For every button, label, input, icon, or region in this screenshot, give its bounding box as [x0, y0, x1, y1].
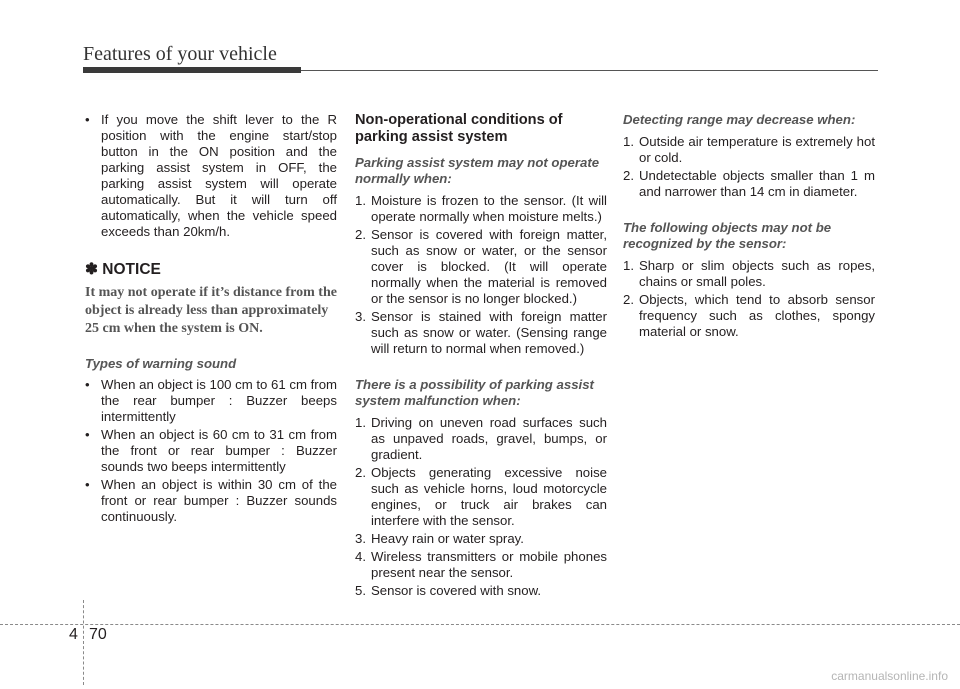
- column-2: [355, 112, 607, 599]
- item-number: 2.: [623, 168, 634, 183]
- numbered-item: [355, 583, 607, 599]
- malfunction-heading: There is a possibility of parking assist system malfunction when:: [355, 377, 594, 408]
- warning-bullet: [85, 477, 337, 525]
- watermark-text: carmanualsonline.info: [831, 669, 948, 683]
- numbered-item-text: Heavy rain or water spray.: [371, 531, 524, 546]
- numbered-item-text: Objects, which tend to absorb sensor frequency such as clothes, spongy material or snow.: [639, 292, 875, 339]
- notice-title: ✽ NOTICE: [85, 261, 161, 278]
- numbered-item: [623, 168, 875, 200]
- bullet-marker: •: [85, 427, 90, 442]
- item-number: 1.: [355, 415, 366, 430]
- item-number: 1.: [355, 193, 366, 208]
- numbered-item: [623, 292, 875, 340]
- bullet-marker: •: [85, 377, 90, 392]
- item-number: 3.: [355, 309, 366, 324]
- page-header-title: Features of your vehicle: [83, 43, 277, 65]
- item-number: 2.: [355, 227, 366, 242]
- item-number: 2.: [355, 465, 366, 480]
- numbered-item-text: Sensor is stained with foreign matter such as snow or water. (Sensing range will return to normal when removed.): [371, 309, 607, 356]
- item-number: 1.: [623, 258, 634, 273]
- numbered-item: [355, 549, 607, 581]
- intro-bullet-text: If you move the shift lever to the R position with the engine start/stop button in the ON position and the parking assist system in OFF, the parking assist system will operate automatically. But it will turn off automatically, when the vehicle speed exceeds than 20km/h.: [101, 112, 337, 239]
- numbered-item-text: Driving on uneven road surfaces such as unpaved roads, gravel, bumps, or gradient.: [371, 415, 607, 462]
- header-rule: [301, 70, 878, 71]
- item-number: 2.: [623, 292, 634, 307]
- numbered-item-text: Undetectable objects smaller than 1 m and narrower than 14 cm in diameter.: [639, 168, 875, 199]
- intro-bullet: [85, 112, 337, 240]
- chapter-number: 4: [69, 626, 78, 643]
- item-number: 5.: [355, 583, 366, 598]
- notice-text: It may not operate if it’s distance from the object is already less than approximately 25 cm when the system is ON.: [85, 285, 337, 336]
- bullet-marker: •: [85, 477, 90, 492]
- column-1: [85, 112, 337, 525]
- numbered-item-text: Wireless transmitters or mobile phones present near the sensor.: [371, 549, 607, 580]
- section-heading: Non-operational conditions of parking assist system: [355, 112, 563, 145]
- objects-heading: The following objects may not be recognized by the sensor:: [623, 220, 832, 251]
- numbered-item-text: Sensor is covered with foreign matter, such as snow or water, or the sensor cover is blocked. (It will operate normally when the material is removed or the sensor is no longer blocked.): [371, 227, 607, 306]
- footer-divider: [0, 624, 960, 625]
- page-number: 70: [89, 626, 107, 643]
- numbered-item: [355, 531, 607, 547]
- numbered-item: [623, 258, 875, 290]
- numbered-item: [355, 227, 607, 307]
- item-number: 3.: [355, 531, 366, 546]
- numbered-item: [355, 193, 607, 225]
- footer-vertical-divider: [83, 600, 84, 685]
- warning-bullet-text: When an object is within 30 cm of the front or rear bumper : Buzzer sounds continuously.: [101, 477, 337, 524]
- item-number: 4.: [355, 549, 366, 564]
- numbered-item-text: Sensor is covered with snow.: [371, 583, 542, 598]
- not-operate-heading: Parking assist system may not operate normally when:: [355, 155, 600, 186]
- numbered-item-text: Sharp or slim objects such as ropes, chains or small poles.: [639, 258, 875, 289]
- warning-sound-heading: Types of warning sound: [85, 356, 237, 371]
- numbered-item-text: Moisture is frozen to the sensor. (It will operate normally when moisture melts.): [371, 193, 607, 224]
- numbered-item: [355, 465, 607, 529]
- numbered-item: [623, 134, 875, 166]
- warning-bullet-text: When an object is 100 cm to 61 cm from the rear bumper : Buzzer beeps intermittently: [101, 377, 338, 424]
- range-heading: Detecting range may decrease when:: [623, 112, 856, 127]
- numbered-item-text: Outside air temperature is extremely hot or cold.: [639, 134, 875, 165]
- bullet-marker: •: [85, 112, 90, 127]
- column-3: [623, 112, 875, 340]
- warning-bullet: [85, 427, 337, 475]
- item-number: 1.: [623, 134, 634, 149]
- numbered-item: [355, 309, 607, 357]
- numbered-item-text: Objects generating excessive noise such as vehicle horns, loud motorcycle engines, or truck air brakes can interfere with the sensor.: [371, 465, 607, 528]
- warning-bullet: [85, 377, 337, 425]
- numbered-item: [355, 415, 607, 463]
- header-bar: [83, 67, 301, 73]
- warning-bullet-text: When an object is 60 cm to 31 cm from the front or rear bumper : Buzzer sounds two beeps intermittently: [101, 427, 337, 474]
